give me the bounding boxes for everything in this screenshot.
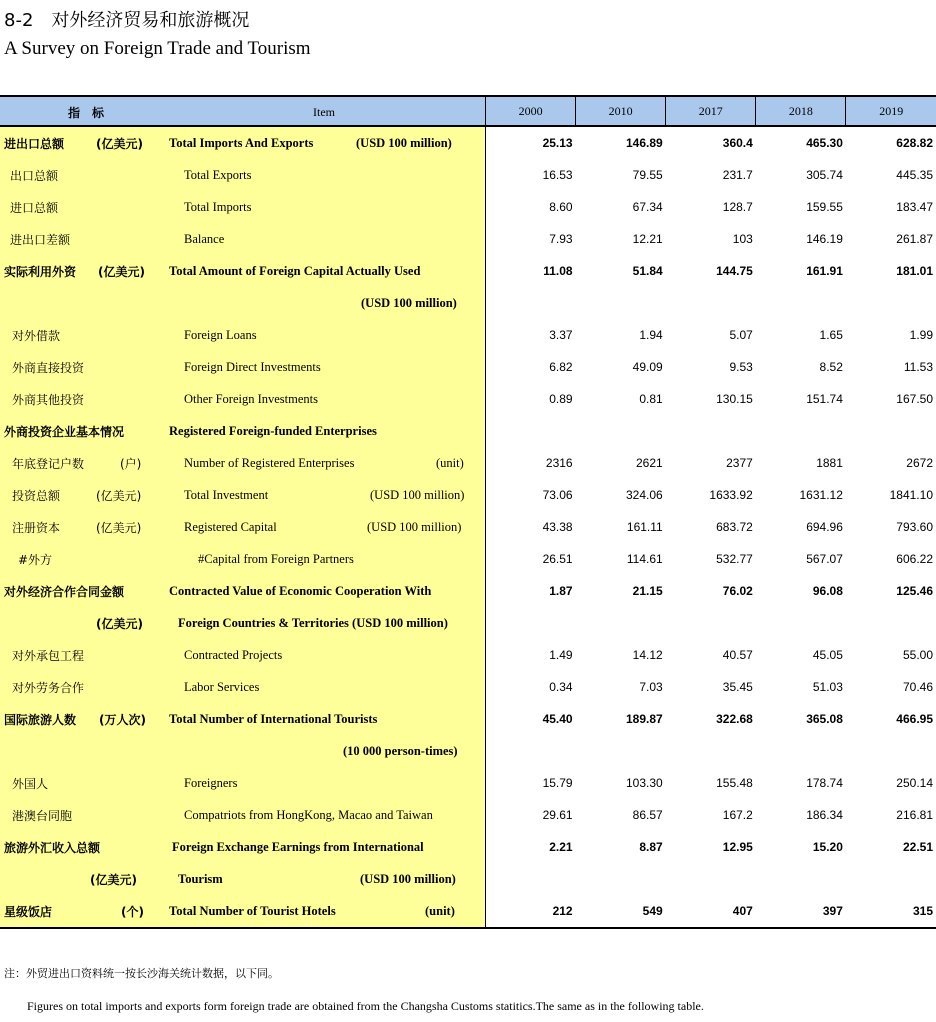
row-value: [846, 415, 936, 447]
row-item: [0, 126, 486, 159]
row-value: 0.34: [549, 680, 573, 694]
row-value: 86.57: [632, 808, 663, 822]
row-value: 167.2: [722, 808, 753, 822]
table-row: [0, 607, 936, 639]
row-value: 466.95: [896, 712, 933, 726]
row-item: [0, 159, 486, 191]
table-row: [0, 863, 936, 895]
header-year: 2018: [756, 96, 846, 126]
row-label-en: Total Amount of Foreign Capital Actually Used: [169, 264, 421, 278]
row-value: 8.60: [549, 200, 573, 214]
row-item: [0, 191, 486, 223]
row-label-en: Total Number of International Tourists: [169, 712, 378, 726]
row-unit-en: (unit): [425, 904, 455, 918]
row-value: [846, 607, 936, 639]
row-unit-cn: (户): [120, 457, 142, 471]
row-unit-en: (USD 100 million): [370, 488, 465, 502]
row-item: [0, 863, 486, 895]
header-year: 2017: [666, 96, 756, 126]
row-value: 1633.92: [709, 488, 753, 502]
row-label-en: Total Investment: [184, 488, 269, 502]
row-value: 445.35: [896, 168, 933, 182]
row-value: [756, 863, 846, 895]
row-value: 128.7: [722, 200, 753, 214]
row-value: 159.55: [806, 200, 843, 214]
row-value: [666, 607, 756, 639]
row-value: [486, 863, 576, 895]
row-unit-cn: (亿美元): [90, 873, 137, 887]
row-value: 397: [756, 895, 846, 928]
row-value: [576, 415, 666, 447]
row-label-en: Foreign Exchange Earnings from International: [172, 840, 424, 854]
row-value: 407: [666, 895, 756, 928]
row-value: 26.51: [542, 552, 573, 566]
table-row: [0, 543, 936, 575]
row-value: [846, 863, 936, 895]
row-value: [756, 415, 846, 447]
row-unit-en: (unit): [436, 456, 464, 470]
row-value: 161.11: [626, 520, 663, 534]
row-label-cn: #外方: [18, 553, 53, 567]
row-value: [486, 735, 576, 767]
table-row: [0, 511, 936, 543]
row-label-cn: 对外经济合作合同金额: [4, 585, 125, 599]
row-value: 250.14: [896, 776, 933, 790]
row-item: [0, 543, 486, 575]
row-value: 45.05: [812, 648, 843, 662]
row-value: 167.50: [896, 392, 933, 406]
row-value: 21.15: [632, 584, 663, 598]
row-unit-cn: (亿美元): [96, 617, 143, 631]
row-label-en: Number of Registered Enterprises: [184, 456, 355, 470]
row-value: 360.4: [722, 136, 753, 150]
row-value: 51.84: [632, 264, 663, 278]
row-value: 125.46: [896, 584, 933, 598]
row-label-en: Total Imports And Exports: [169, 136, 314, 150]
table-row: [0, 575, 936, 607]
row-unit-cn: (亿美元): [96, 489, 142, 503]
row-value: 73.06: [542, 488, 573, 502]
row-unit-cn: (个): [121, 905, 144, 919]
row-item: [0, 223, 486, 255]
row-value: 694.96: [806, 520, 843, 534]
row-value: [576, 287, 666, 319]
table-row: [0, 383, 936, 415]
row-label-cn: 旅游外汇收入总额: [4, 841, 101, 855]
row-value: 305.74: [806, 168, 843, 182]
row-value: 146.19: [806, 232, 843, 246]
row-value: 1881: [816, 456, 843, 470]
table-row: [0, 895, 936, 928]
row-value: [846, 735, 936, 767]
footnote-cn: 注：外贸进出口资料统一按长沙海关统计数据，以下同。: [4, 967, 279, 980]
row-value: 1841.10: [889, 488, 933, 502]
table-row: [0, 703, 936, 735]
row-value: 155.48: [716, 776, 753, 790]
page-title-en: A Survey on Foreign Trade and Tourism: [4, 38, 311, 59]
row-item: [0, 351, 486, 383]
row-value: 365.08: [806, 712, 843, 726]
header-year: 2019: [846, 96, 936, 126]
row-label-cn: 年底登记户数: [12, 457, 85, 471]
row-value: 7.93: [549, 232, 573, 246]
row-value: 79.55: [632, 168, 663, 182]
row-value: 532.77: [716, 552, 753, 566]
row-value: 216.81: [896, 808, 933, 822]
row-unit-en: (USD 100 million): [367, 520, 462, 534]
row-value: 45.40: [542, 712, 573, 726]
header-item-cn: 指 标: [68, 106, 105, 120]
row-value: 9.53: [729, 360, 753, 374]
row-value: 76.02: [722, 584, 753, 598]
row-value: 11.53: [903, 360, 933, 374]
table-row: [0, 223, 936, 255]
row-value: 2621: [636, 456, 663, 470]
row-value: 181.01: [896, 264, 933, 278]
header-item: [0, 96, 486, 126]
row-value: 1.49: [549, 648, 573, 662]
row-value: 11.08: [543, 264, 573, 278]
row-item: [0, 415, 486, 447]
row-label-en: Compatriots from HongKong, Macao and Taiwan: [184, 808, 433, 822]
row-label-en: Other Foreign Investments: [184, 392, 319, 406]
row-value: 1.94: [639, 328, 663, 342]
table-row: [0, 767, 936, 799]
page-title-cn: 8-2 对外经济贸易和旅游概况: [4, 10, 250, 31]
row-value: 2316: [545, 456, 573, 470]
row-value: 2.21: [549, 840, 573, 854]
row-item: [0, 767, 486, 799]
row-label-en: Balance: [184, 232, 225, 246]
row-value: [486, 607, 576, 639]
row-value: [486, 287, 576, 319]
row-label-en: Registered Foreign-funded Enterprises: [169, 424, 377, 438]
row-value: 1.65: [819, 328, 843, 342]
row-label-en: Tourism: [178, 872, 223, 886]
row-label-en: Contracted Value of Economic Cooperation With: [169, 584, 432, 598]
row-label-cn: 星级饭店: [4, 905, 53, 919]
row-value: 1.99: [909, 328, 933, 342]
row-value: 16.53: [542, 168, 573, 182]
row-label-en: Foreigners: [184, 776, 238, 790]
row-item: [0, 799, 486, 831]
row-value: 0.89: [549, 392, 573, 406]
row-value: 567.07: [806, 552, 843, 566]
row-label-en: Foreign Countries & Territories (USD 100 million): [178, 616, 448, 630]
table-row: [0, 415, 936, 447]
row-value: [756, 735, 846, 767]
row-item: [0, 255, 486, 287]
row-value: 683.72: [716, 520, 753, 534]
row-value: 322.68: [716, 712, 753, 726]
row-value: [756, 287, 846, 319]
row-value: 49.09: [632, 360, 663, 374]
row-label-cn: 外商直接投资: [12, 361, 85, 375]
row-unit-en: (USD 100 million): [360, 872, 456, 886]
row-item: [0, 607, 486, 639]
table-row: [0, 735, 936, 767]
table-row: [0, 479, 936, 511]
row-unit-cn: (亿美元): [98, 265, 145, 279]
row-value: 231.7: [722, 168, 753, 182]
row-label-en: Total Number of Tourist Hotels: [169, 904, 336, 918]
row-value: [486, 415, 576, 447]
row-item: [0, 639, 486, 671]
table-row: [0, 159, 936, 191]
table-row: [0, 831, 936, 863]
row-value: 161.91: [806, 264, 843, 278]
row-value: 189.87: [626, 712, 663, 726]
table-row: [0, 255, 936, 287]
row-item: [0, 895, 486, 928]
row-value: 186.34: [806, 808, 843, 822]
row-value: [666, 415, 756, 447]
row-value: 70.46: [902, 680, 933, 694]
row-value: 67.34: [632, 200, 663, 214]
row-label-cn: 实际利用外资: [4, 265, 77, 279]
row-label-cn: 进出口总额: [4, 137, 65, 151]
row-value: 183.47: [896, 200, 933, 214]
row-unit-cn: (万人次): [99, 713, 146, 727]
row-value: [666, 735, 756, 767]
row-value: 261.87: [896, 232, 933, 246]
row-value: 40.57: [722, 648, 753, 662]
table-row: [0, 126, 936, 159]
row-value: [756, 607, 846, 639]
row-value: 130.15: [716, 392, 753, 406]
header-item-en: Item: [313, 105, 335, 119]
table-row: [0, 639, 936, 671]
row-value: [666, 287, 756, 319]
row-unit-en: (USD 100 million): [356, 136, 452, 150]
header-year: 2010: [576, 96, 666, 126]
table-row: [0, 191, 936, 223]
row-label-cn: 外国人: [12, 777, 49, 791]
row-value: 15.79: [542, 776, 573, 790]
row-value: 793.60: [896, 520, 933, 534]
row-value: 96.08: [812, 584, 843, 598]
table-row: [0, 671, 936, 703]
row-item: [0, 831, 486, 863]
table-row: [0, 447, 936, 479]
table-row: [0, 799, 936, 831]
row-label-cn: 进出口差额: [10, 233, 71, 247]
row-label-en: Labor Services: [184, 680, 260, 694]
row-value: 103.30: [626, 776, 663, 790]
row-value: 15.20: [812, 840, 843, 854]
row-label-cn: 国际旅游人数: [4, 713, 77, 727]
row-value: 315: [846, 895, 936, 928]
row-value: 103: [732, 232, 753, 246]
row-value: 25.13: [542, 136, 573, 150]
row-unit-en: (10 000 person-times): [343, 744, 458, 758]
row-value: 2377: [726, 456, 753, 470]
row-label-cn: 对外借款: [12, 329, 61, 343]
row-unit-cn: (亿美元): [96, 521, 142, 535]
row-item: [0, 287, 486, 319]
row-value: 51.03: [812, 680, 843, 694]
row-item: [0, 575, 486, 607]
row-value: 8.87: [639, 840, 663, 854]
row-value: 12.95: [722, 840, 753, 854]
row-label-cn: 港澳台同胞: [12, 809, 73, 823]
row-value: 55.00: [902, 648, 933, 662]
row-unit-en: (USD 100 million): [361, 296, 457, 310]
row-value: 114.61: [626, 552, 663, 566]
row-value: 0.81: [639, 392, 663, 406]
row-label-cn: 投资总额: [12, 489, 61, 503]
table-header-row: [0, 96, 936, 126]
row-value: [666, 863, 756, 895]
row-value: 22.51: [902, 840, 933, 854]
row-value: 43.38: [542, 520, 573, 534]
row-value: 324.06: [626, 488, 663, 502]
row-label-cn: 进口总额: [10, 201, 59, 215]
row-item: [0, 671, 486, 703]
row-item: [0, 735, 486, 767]
row-value: 1631.12: [799, 488, 843, 502]
row-value: 35.45: [722, 680, 753, 694]
row-label-cn: 外商其他投资: [12, 393, 85, 407]
row-value: 146.89: [626, 136, 663, 150]
row-value: 1.87: [549, 584, 573, 598]
row-label-en: Total Exports: [184, 168, 252, 182]
row-item: [0, 479, 486, 511]
row-item: [0, 319, 486, 351]
table-row: [0, 319, 936, 351]
row-value: [576, 863, 666, 895]
row-value: 178.74: [806, 776, 843, 790]
row-label-en: Foreign Direct Investments: [184, 360, 321, 374]
row-value: 465.30: [806, 136, 843, 150]
row-unit-cn: (亿美元): [96, 137, 143, 151]
row-value: 3.37: [549, 328, 573, 342]
row-value: 8.52: [819, 360, 843, 374]
row-value: [576, 607, 666, 639]
row-value: 144.75: [716, 264, 753, 278]
row-value: 628.82: [896, 136, 933, 150]
row-value: [846, 287, 936, 319]
row-label-en: Total Imports: [184, 200, 252, 214]
table-row: [0, 351, 936, 383]
row-value: 14.12: [632, 648, 663, 662]
row-value: [576, 735, 666, 767]
row-item: [0, 447, 486, 479]
header-year: 2000: [486, 96, 576, 126]
data-table: [0, 95, 936, 929]
row-value: 7.03: [639, 680, 663, 694]
row-value: 5.07: [729, 328, 753, 342]
row-label-cn: 对外劳务合作: [12, 681, 85, 695]
row-label-en: Contracted Projects: [184, 648, 283, 662]
row-value: 549: [576, 895, 666, 928]
row-label-cn: 注册资本: [12, 521, 61, 535]
row-value: 12.21: [632, 232, 663, 246]
row-value: 606.22: [896, 552, 933, 566]
row-item: [0, 703, 486, 735]
row-value: 6.82: [549, 360, 573, 374]
row-label-cn: 出口总额: [10, 169, 59, 183]
row-item: [0, 383, 486, 415]
row-label-cn: 外商投资企业基本情况: [4, 425, 125, 439]
row-label-en: #Capital from Foreign Partners: [198, 552, 354, 566]
row-label-cn: 对外承包工程: [12, 649, 85, 663]
table-row: [0, 287, 936, 319]
row-value: 151.74: [806, 392, 843, 406]
row-value: 212: [486, 895, 576, 928]
footnote-en: Figures on total imports and exports form foreign trade are obtained from the Changsha Customs statitics.The same as in the following table.: [27, 999, 704, 1013]
row-label-en: Registered Capital: [184, 520, 277, 534]
row-label-en: Foreign Loans: [184, 328, 257, 342]
row-value: 29.61: [542, 808, 573, 822]
row-value: 2672: [906, 456, 933, 470]
row-item: [0, 511, 486, 543]
